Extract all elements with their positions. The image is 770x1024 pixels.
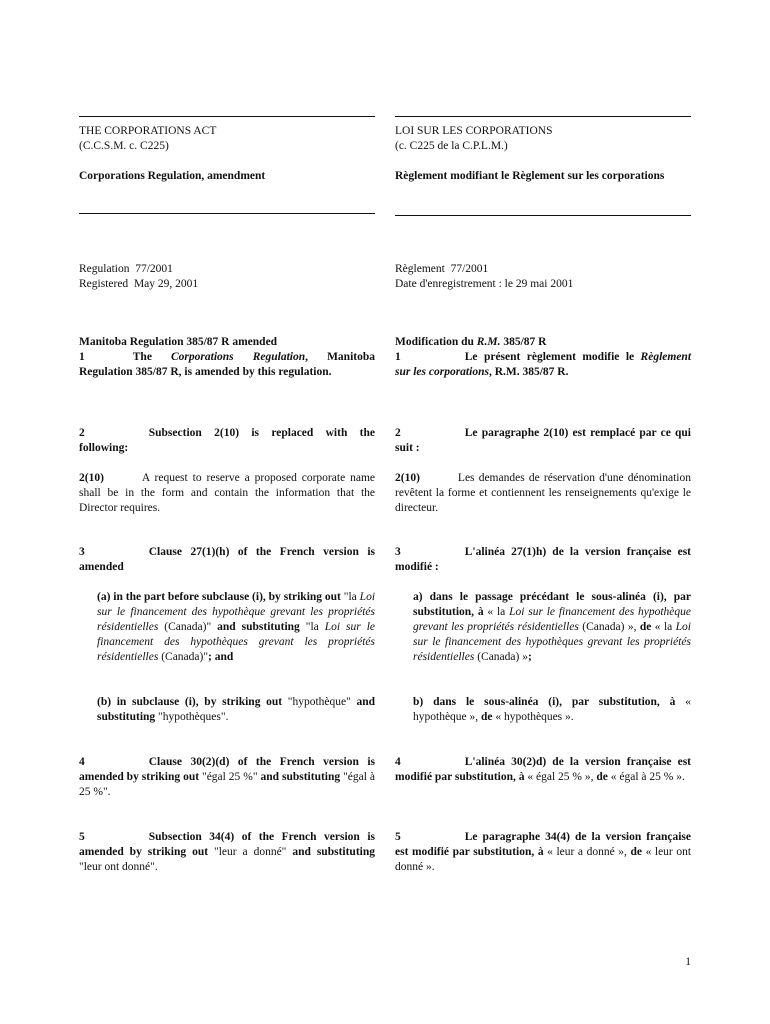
clause-a-bold-1-fr: a) dans le passage précédant le sous-alinéa (i), par substitution, à [413, 591, 691, 618]
regulation-number-value: 77/2001 [135, 263, 173, 275]
registered-date-fr [395, 277, 691, 292]
section-2-10-number-fr: 2(10) [395, 472, 420, 484]
registered-label-fr: Date d'enregistrement : le [395, 278, 513, 290]
section-1-heading: Manitoba Regulation 385/87 R amended [79, 336, 278, 348]
section-2-number-fr: 2 [395, 427, 401, 439]
section-5-quote-2-fr: « leur ont donné ». [395, 846, 692, 873]
clause-a-quote-2-end-fr: (Canada) » [477, 651, 528, 663]
act-citation: (C.C.S.M. c. C225) [79, 140, 169, 152]
clause-a-italic-1: Loi sur le financement des hypothèque grevant les propriétés résidentielles [97, 591, 376, 633]
act-title-fr: LOI SUR LES CORPORATIONS [395, 125, 553, 137]
section-4-quote-1-fr: « égal 25 % », [527, 771, 594, 783]
regulation-number-label: Regulation [79, 263, 130, 275]
clause-a-bold-3-fr: ; [527, 651, 532, 663]
regulation-title: Corporations Regulation, amendment [79, 170, 266, 182]
section-2-10-body-fr: Les demandes de réservation d'une dénomination revêtent la forme et contiennent les renseignements qu'exige le directeur. [395, 472, 691, 514]
section-2-number: 2 [79, 427, 85, 439]
section-3-clause-a [79, 590, 375, 665]
section-2-10-number: 2(10) [79, 472, 104, 484]
section-4-bold-1-fr: L'alinéa 30(2)d) de la version française est modifié par substitution, à [395, 756, 691, 783]
section-4-text-fr [395, 755, 691, 785]
section-1-heading-fr [395, 335, 691, 350]
registered-value-fr: 29 mai 2001 [515, 278, 574, 290]
clause-b-quote-1-fr: « hypothèque », [413, 696, 692, 723]
clause-a-quote-2-fr: « la [654, 621, 673, 633]
section-5-bold-1: Subsection 34(4) of the French version is amended by striking out [79, 831, 375, 858]
section-1-number-fr: 1 [395, 351, 401, 363]
regulation-number [79, 262, 375, 277]
section-4-bold-2: and substituting [260, 771, 341, 783]
act-title: THE CORPORATIONS ACT [79, 125, 217, 137]
section-1-text-fr [395, 350, 691, 380]
clause-a-quote-1: "la [343, 591, 357, 603]
section-1-heading-pre-fr: Modification du [395, 336, 474, 348]
regulation-title-fr: Règlement modifiant le Règlement sur les corporations [395, 170, 665, 182]
section-3-text-fr [395, 545, 691, 575]
top-rule-fr [395, 116, 691, 117]
section-2-text [79, 426, 375, 456]
clause-a-quote-1-fr: « la [487, 606, 506, 618]
section-2-10-body: A request to reserve a proposed corporate name shall be in the form and contain the information that the Director requires. [79, 472, 375, 514]
clause-a-quote-2: "la [305, 621, 319, 633]
section-4-quote-1: "égal 25 %" [202, 771, 258, 783]
section-4-quote-2-fr: « égal à 25 % ». [610, 771, 685, 783]
clause-a-italic-1-fr: Loi sur le financement des hypothèque grevant les propriétés résidentielles [413, 606, 691, 633]
section-1-number: 1 [79, 351, 85, 363]
regulation-number-value-fr: 77/2001 [450, 263, 489, 275]
section-1-post-fr: , R.M. 385/87 R. [488, 366, 569, 378]
clause-a-italic-2-fr: Loi sur le financement des hypothèques grevant les propriétés résidentielles [413, 621, 691, 663]
section-1-italic: Corporations Regulation [171, 351, 306, 363]
clause-a-bold-2: and substituting [217, 621, 300, 633]
clause-b-bold-1-fr: b) dans le sous-alinéa (i), par substitution, à [413, 696, 676, 708]
section-5-text-fr [395, 830, 691, 875]
title-rule [79, 213, 375, 214]
section-3-number-fr: 3 [395, 546, 401, 558]
clause-b-bold-2: and substituting [97, 696, 376, 723]
clause-a-quote-1-end-fr: (Canada) », [582, 621, 637, 633]
regulation-number-label-fr: Règlement [395, 263, 445, 275]
section-2-10-text-fr [395, 471, 691, 516]
page-number: 1 [685, 956, 691, 968]
section-3-text [79, 545, 375, 575]
section-5-quote-1: "leur a donné" [214, 846, 287, 858]
section-3-body-fr: L'alinéa 27(1)h) de la version française est modifié : [395, 546, 691, 573]
section-5-bold-2-fr: de [630, 846, 642, 858]
section-1-text [79, 350, 375, 380]
section-3-clause-b-fr [395, 695, 691, 725]
clause-a-bold-2-fr: de [639, 621, 652, 633]
registered-label: Registered [79, 278, 129, 290]
section-4-text [79, 755, 375, 800]
regulation-number-fr [395, 262, 691, 277]
section-2-text-fr [395, 426, 691, 456]
section-3-body: Clause 27(1)(h) of the French version is amended [79, 546, 375, 573]
section-5-bold-1-fr: Le paragraphe 34(4) de la version française est modifié par substitution, à [395, 831, 691, 858]
section-3-clause-a-fr [395, 590, 691, 665]
registered-date [79, 277, 375, 292]
section-2-10-text [79, 471, 375, 516]
section-1-heading-post-fr: 385/87 R [503, 336, 547, 348]
section-5-number-fr: 5 [395, 831, 401, 843]
section-5-quote-2: "leur ont donné". [79, 861, 158, 873]
registered-value: May 29, 2001 [133, 278, 199, 290]
clause-a-quote-1-end: (Canada)" [164, 621, 212, 633]
section-4-number-fr: 4 [395, 756, 401, 768]
clause-b-quote-2-fr: « hypothèques ». [495, 711, 574, 723]
section-1-pre-fr: Le présent règlement modifie le [464, 351, 635, 363]
section-5-bold-2: and substituting [292, 846, 375, 858]
section-4-quote-2: "égal à 25 %". [79, 771, 375, 798]
clause-b-quote-2: "hypothèques". [158, 711, 229, 723]
section-3-clause-b [79, 695, 375, 725]
section-2-body-fr: Le paragraphe 2(10) est remplacé par ce qui suit : [395, 427, 691, 454]
clause-a-italic-2: Loi sur le financement des hypothèques grevant les propriétés résidentielles [97, 621, 375, 663]
section-4-number: 4 [79, 756, 85, 768]
clause-a-bold-3: ; and [208, 651, 234, 663]
clause-a-quote-2-end: (Canada)" [161, 651, 209, 663]
clause-b-bold-2-fr: de [481, 711, 493, 723]
section-5-number: 5 [79, 831, 85, 843]
section-1-italic-fr: Règlement sur les corporations [395, 351, 692, 378]
section-4-bold-2-fr: de [596, 771, 608, 783]
clause-b-bold-1: (b) in subclause (i), by striking out [97, 696, 283, 708]
section-5-quote-1-fr: « leur a donné », [547, 846, 627, 858]
section-1-pre: The [132, 351, 152, 363]
top-rule [79, 116, 375, 117]
section-2-body: Subsection 2(10) is replaced with the following: [79, 427, 375, 454]
clause-b-quote-1: "hypothèque" [287, 696, 351, 708]
act-citation-fr: (c. C225 de la C.P.L.M.) [395, 140, 508, 152]
section-3-number: 3 [79, 546, 85, 558]
section-1-post: , Manitoba Regulation 385/87 R, is amended by this regulation. [79, 351, 375, 378]
section-1-heading-italic-fr: R.M. [476, 336, 501, 348]
section-5-text [79, 830, 375, 875]
clause-a-bold-1: (a) in the part before subclause (i), by striking out [97, 591, 341, 603]
title-rule-fr [395, 215, 691, 216]
section-4-bold-1: Clause 30(2)(d) of the French version is amended by striking out [79, 756, 375, 783]
